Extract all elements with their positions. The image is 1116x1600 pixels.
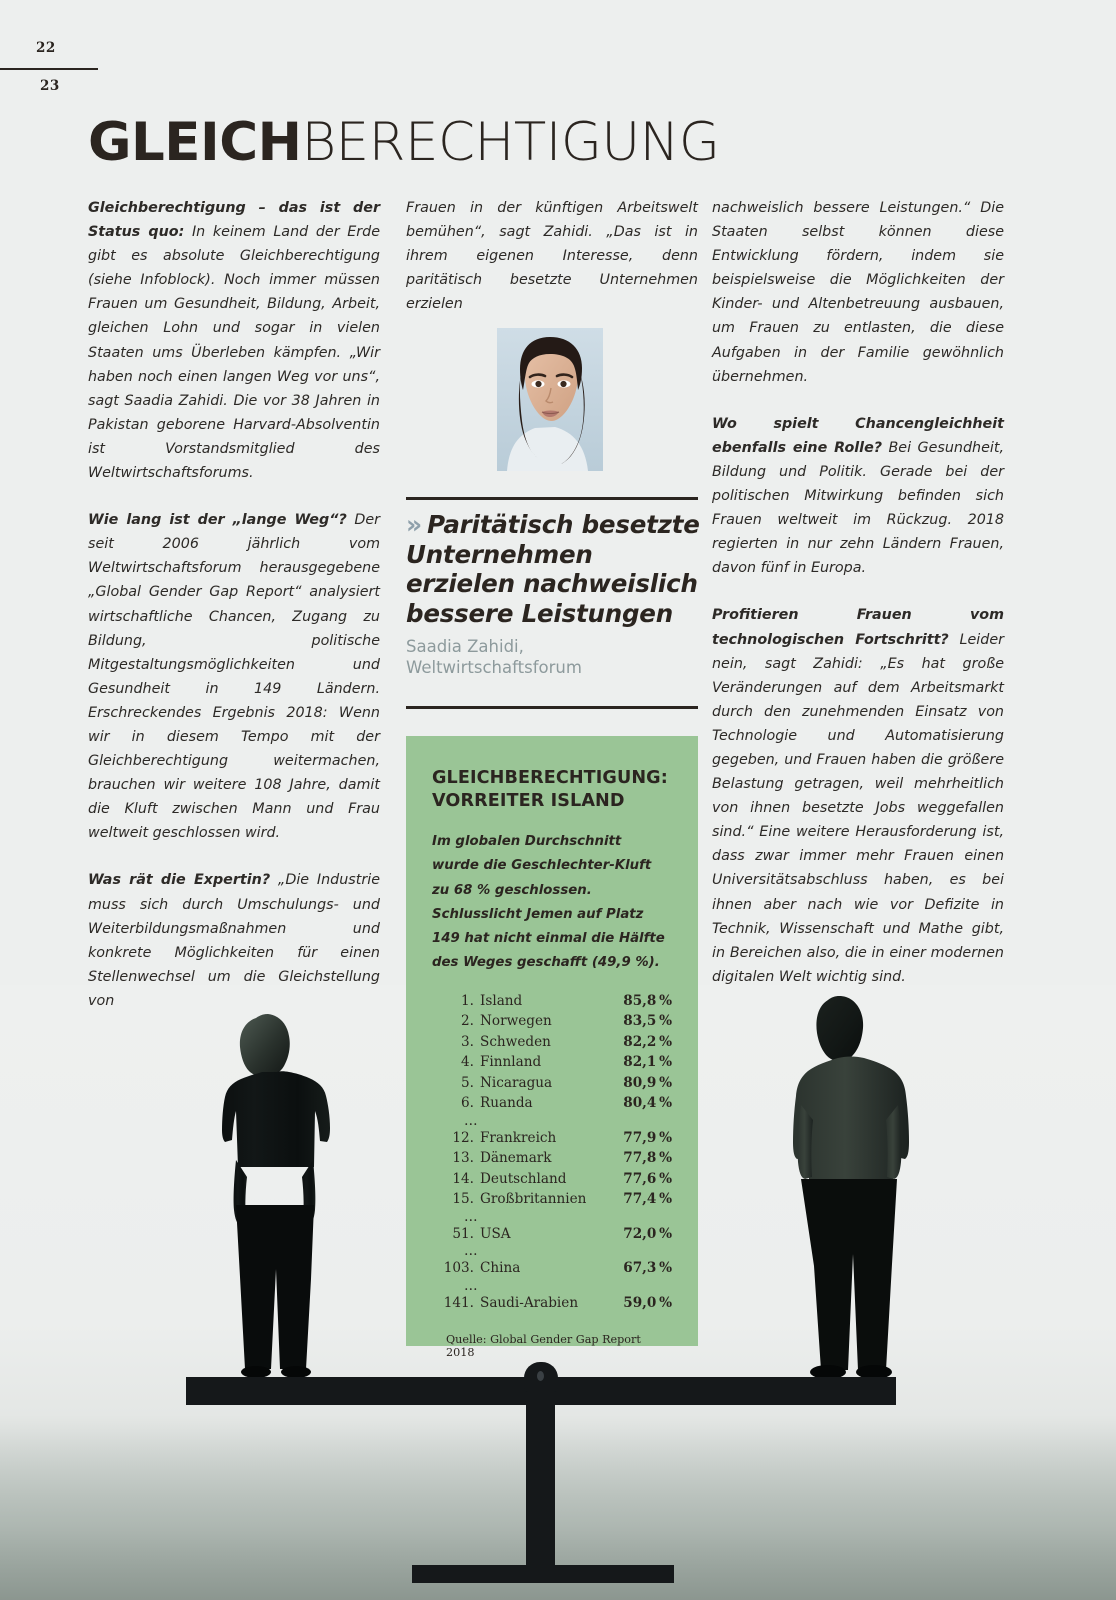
paragraph: Was rät die Expertin? „Die Industrie muss sich durch Umschulungs- und Weiterbildungsmaßnahmen und konkrete Möglichkeiten für einen Stellenwechsel um die Gleichstellung von (88, 872, 380, 1009)
ranking-value: 83,5 % (623, 1013, 672, 1030)
ranking-row (432, 1224, 672, 1245)
ranking-value: 59,0 % (623, 1294, 672, 1311)
ranking-position: 103. (443, 1260, 474, 1277)
ranking-position: 14. (452, 1170, 474, 1187)
ranking-row (432, 1011, 672, 1032)
pivot-bolt (537, 1371, 544, 1381)
ranking-table (432, 991, 672, 1314)
paragraph: Frauen in der künftigen Arbeitswelt bemühen“, sagt Zahidi. „Das ist in ihrem eigenen Interesse, denn paritätisch besetzte Unternehmen erzielen (406, 200, 698, 313)
page-number-right: 23 (40, 78, 60, 94)
ranking-ellipsis: … (464, 1208, 479, 1225)
ranking-value: 80,4 % (623, 1095, 672, 1112)
paragraph: Wo spielt Chancengleichheit ebenfalls eine Rolle? Bei Gesundheit, Bildung und Politik. Gerade bei der politischen Mitwirkung befinden sich Frauen weltweit im Rückzug. 2018 regierten in nur zehn Ländern Frauen, davon fünf in Europa. (712, 415, 1004, 577)
text-column-3 (712, 196, 1004, 1012)
ranking-country: Saudi-Arabien (480, 1294, 579, 1311)
ranking-row (432, 1169, 672, 1190)
ranking-country: Finnland (480, 1054, 542, 1071)
page-title (88, 112, 720, 173)
ranking-value: 77,9 % (623, 1129, 672, 1146)
ranking-value: 67,3 % (623, 1260, 672, 1277)
ranking-value: 80,9 % (623, 1074, 672, 1091)
ranking-ellipsis: … (464, 1112, 479, 1129)
ranking-position: 4. (461, 1054, 474, 1071)
ranking-row (432, 1293, 672, 1314)
pullquote-rule-bottom (406, 706, 698, 709)
ranking-country: Norwegen (480, 1013, 552, 1030)
ranking-row (432, 991, 672, 1012)
ranking-row (432, 1093, 672, 1114)
ranking-country: Ruanda (480, 1095, 533, 1112)
infobox (406, 736, 698, 1360)
ranking-position: 13. (452, 1150, 474, 1167)
ranking-value: 77,8 % (623, 1150, 672, 1167)
ranking-country: China (480, 1260, 521, 1277)
ranking-country: Island (480, 992, 523, 1009)
ranking-position: 6. (461, 1095, 474, 1112)
woman-silhouette (200, 1012, 350, 1378)
pullquote (406, 510, 706, 678)
ranking-row (432, 1052, 672, 1073)
pullquote-attribution (406, 637, 706, 678)
folio-rule (0, 68, 98, 70)
ranking-ellipsis: … (464, 1243, 479, 1260)
pullquote-body: Paritätisch besetzte Unternehmen erzielen nachweislich bessere Leistungen (406, 510, 700, 628)
paragraph: Profitieren Frauen vom technologischen Fortschritt? Leider nein, sagt Zahidi: „Es hat große Veränderungen auf dem Arbeitsmarkt durch den zunehmenden Einsatz von Technologie und Automatisierung gegeben, und Frauen haben die größere Belastung getragen, weil mehrheitlich von ihnen besetzte Jobs weggefallen sind.“ Eine weitere Herausforderung ist, dass zwar immer mehr Frauen einen Universitätsabschluss haben, es bei ihnen aber nach wie vor Defizite in Technik, Wissenschaft und Mathe gibt, in Bereichen also, die in einer modernen digitalen Welt wichtig sind. (712, 607, 1004, 985)
ranking-value: 82,1 % (623, 1054, 672, 1071)
man-silhouette (770, 990, 930, 1378)
ranking-value: 77,4 % (623, 1191, 672, 1208)
infobox-lead: Im globalen Durchschnitt wurde die Geschlechter-Kluft zu 68 % geschlossen. Schlusslicht Jemen auf Platz 149 hat nicht einmal die Hälfte des Weges geschafft (49,9 %). (432, 834, 665, 971)
ranking-value: 72,0 % (623, 1225, 672, 1242)
ranking-country: Großbritannien (480, 1191, 587, 1208)
ranking-value: 85,8 % (623, 992, 672, 1009)
ranking-country: USA (480, 1225, 511, 1242)
portrait-photo (497, 328, 603, 471)
balance-column (526, 1404, 555, 1568)
ranking-position: 2. (461, 1013, 474, 1030)
headline-light: BERECHTIGUNG (301, 112, 720, 173)
text-column-1 (88, 196, 380, 1036)
ranking-position: 51. (452, 1225, 474, 1242)
double-chevron-icon: » (406, 510, 419, 539)
balance-base (412, 1565, 674, 1583)
ranking-row (432, 1073, 672, 1094)
ranking-ellipsis: … (464, 1277, 479, 1294)
ranking-position: 5. (461, 1074, 474, 1091)
ranking-row (432, 1258, 672, 1279)
ranking-position: 15. (452, 1191, 474, 1208)
ranking-row (432, 1148, 672, 1169)
ranking-country: Nicaragua (480, 1074, 553, 1091)
ranking-position: 1. (461, 992, 474, 1009)
ranking-row (432, 1128, 672, 1149)
ranking-value: 82,2 % (623, 1033, 672, 1050)
page-number-left: 22 (36, 40, 56, 56)
ranking-country: Schweden (480, 1033, 551, 1050)
ranking-country: Deutschland (480, 1170, 567, 1187)
pullquote-text (406, 510, 706, 628)
ranking-position: 12. (452, 1129, 474, 1146)
ranking-row (432, 1032, 672, 1053)
paragraph: Gleichberechtigung – das ist der Status quo: In keinem Land der Erde gibt es absolute Gleichberechtigung (siehe Infoblock). Noch immer müssen Frauen um Gesundheit, Bildung, Arbeit, gleichen Lohn und sogar in vielen Staaten ums Überleben kämpfen. „Wir haben noch einen langen Weg vor uns“, sagt Saadia Zahidi. Die vor 38 Jahren in Pakistan geborene Harvard-Absolventin ist Vorstandsmitglied des Weltwirtschaftsforums. (88, 200, 380, 482)
infobox-title: GLEICHBERECHTIGUNG: VORREITER ISLAND (432, 768, 668, 811)
ranking-position: 141. (443, 1294, 474, 1311)
infobox-source: Quelle: Global Gender Gap Report 2018 (446, 1333, 641, 1360)
ranking-value: 77,6 % (623, 1170, 672, 1187)
attribution-line: Weltwirtschaftsforum (406, 657, 582, 677)
ranking-row (432, 1189, 672, 1210)
ranking-country: Dänemark (480, 1150, 552, 1167)
headline-bold: GLEICH (88, 112, 302, 173)
text-column-2 (406, 196, 698, 339)
attribution-line: Saadia Zahidi, (406, 637, 524, 656)
paragraph: Wie lang ist der „lange Weg“? Der seit 2006 jährlich vom Weltwirtschaftsforum herausgegebene „Global Gender Gap Report“ analysiert wirtschaftliche Chancen, Zugang zu Bildung, politische Mitgestaltungsmöglichkeiten und Gesundheit in 149 Ländern. Erschreckendes Ergebnis 2018: Wenn wir in diesem Tempo mit der Gleichberechtigung weitermachen, brauchen wir weitere 108 Jahre, damit die Kluft zwischen Mann und Frau weltweit geschlossen wird. (88, 512, 381, 842)
ranking-country: Frankreich (480, 1129, 557, 1146)
ranking-position: 3. (461, 1033, 474, 1050)
pullquote-rule-top (406, 497, 698, 500)
paragraph: nachweislich bessere Leistungen.“ Die Staaten selbst können diese Entwicklung fördern, indem sie beispielsweise die Möglichkeiten der Kinder- und Altenbetreuung ausbauen, um Frauen zu entlasten, die diese Aufgaben in der Familie gewöhnlich übernehmen. (712, 200, 1004, 385)
